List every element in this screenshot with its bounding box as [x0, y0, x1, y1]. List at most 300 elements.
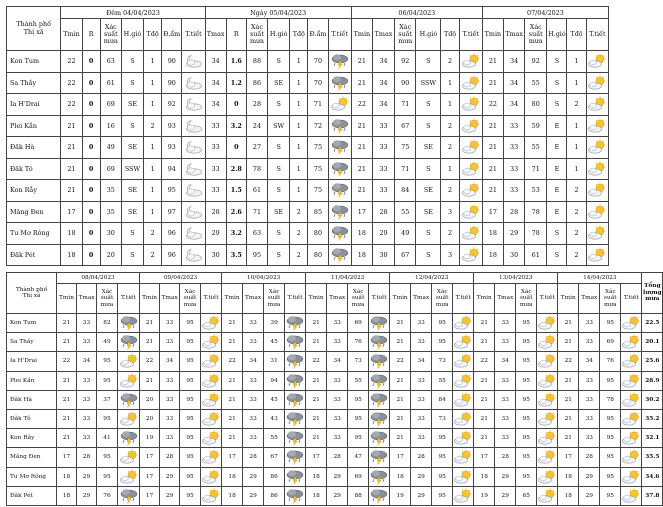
- weather-cloud-night-icon: [182, 115, 205, 137]
- forecast-value: 21: [390, 429, 411, 448]
- column-header: Tmin: [558, 284, 579, 314]
- forecast-value: 0: [82, 201, 100, 223]
- table-row: [7, 94, 609, 116]
- forecast-value: 33: [160, 390, 180, 409]
- forecast-value: 21: [61, 180, 82, 202]
- forecast-value: 0: [82, 72, 100, 94]
- date-header: 10/04/2023: [222, 273, 306, 284]
- column-header: Xác suất mưa: [100, 19, 121, 51]
- forecast-value: 45: [264, 333, 285, 352]
- forecast-value: 34: [579, 352, 600, 371]
- forecast-value: 21: [306, 333, 327, 352]
- column-header: Tmax: [243, 284, 264, 314]
- forecast-value: 78: [246, 158, 267, 180]
- weather-storm-icon: [328, 223, 351, 245]
- forecast-value: 78: [525, 201, 547, 223]
- forecast-value: 18: [390, 467, 411, 486]
- group-header: 06/04/2023: [351, 7, 482, 19]
- forecast-value: 17: [558, 448, 579, 467]
- forecast-value: SE: [121, 180, 143, 202]
- forecast-value: 92: [162, 94, 182, 116]
- date-header: 13/04/2023: [474, 273, 558, 284]
- forecast-value: S: [268, 223, 290, 245]
- weather-storm-icon: [118, 486, 140, 505]
- forecast-value: 21: [222, 390, 243, 409]
- column-header: Đ.ẩm: [162, 19, 182, 51]
- weather-storm-icon: [369, 352, 390, 371]
- weather-cloud-night-icon: [182, 244, 205, 266]
- forecast-value: 95: [180, 486, 201, 505]
- forecast-value: 17: [222, 448, 243, 467]
- city-name: Plei Kần: [7, 371, 57, 390]
- forecast-value: 1: [441, 72, 459, 94]
- forecast-value: 21: [351, 72, 372, 94]
- column-header: Xác suất mưa: [348, 284, 369, 314]
- weather-storm-icon: [118, 314, 140, 333]
- forecast-value: 21: [57, 333, 77, 352]
- forecast-value: 95: [180, 429, 201, 448]
- forecast-value: 1.2: [226, 72, 246, 94]
- city-name: Kon Tum: [7, 51, 61, 73]
- forecast-value: 28: [77, 448, 97, 467]
- forecast-value: 80: [308, 223, 328, 245]
- column-header: Tmax: [372, 19, 394, 51]
- forecast-value: 29: [243, 467, 264, 486]
- forecast-value: 69: [600, 333, 621, 352]
- forecast-value: 18: [306, 486, 327, 505]
- forecast-value: 30: [372, 244, 394, 266]
- forecast-value: 21: [306, 429, 327, 448]
- weather-sun-cloud-icon: [459, 51, 482, 73]
- forecast-value: 33: [327, 409, 348, 428]
- forecast-value: SE: [121, 94, 143, 116]
- table-row: [7, 158, 609, 180]
- forecast-value: 34: [504, 51, 525, 73]
- forecast-value: 21: [474, 390, 495, 409]
- weather-sun-cloud-icon: [537, 429, 558, 448]
- forecast-value: 33: [411, 409, 432, 428]
- forecast-value: 55: [264, 429, 285, 448]
- forecast-value: 0: [82, 244, 100, 266]
- forecast-value: 55: [432, 371, 453, 390]
- forecast-value: 33: [372, 115, 394, 137]
- forecast-value: 17: [306, 448, 327, 467]
- forecast-value: 21: [57, 314, 77, 333]
- forecast-value: 17: [351, 201, 372, 223]
- weather-sun-cloud-icon: [459, 180, 482, 202]
- weather-storm-icon: [328, 72, 351, 94]
- forecast-value: 96: [162, 223, 182, 245]
- forecast-value: 21: [57, 409, 77, 428]
- forecast-value: S: [268, 180, 290, 202]
- weather-sun-cloud-icon: [586, 223, 608, 245]
- forecast-value: 75: [308, 137, 328, 159]
- forecast-value: 2: [441, 223, 459, 245]
- weather-storm-icon: [369, 448, 390, 467]
- forecast-value: 33: [327, 333, 348, 352]
- forecast-value: 88: [348, 486, 369, 505]
- weather-sun-cloud-icon: [201, 352, 222, 371]
- total-rain-value: 20.1: [642, 333, 663, 352]
- forecast-value: 95: [180, 448, 201, 467]
- weather-sun-cloud-icon: [201, 409, 222, 428]
- weather-sun-cloud-icon: [459, 201, 482, 223]
- column-header: Tđộ: [290, 19, 308, 51]
- forecast-value: 95: [348, 429, 369, 448]
- forecast-value: 73: [348, 352, 369, 371]
- forecast-value: 95: [432, 467, 453, 486]
- forecast-value: 1: [290, 158, 308, 180]
- forecast-value: 34: [205, 94, 226, 116]
- column-header: Tđộ: [144, 19, 162, 51]
- weather-storm-icon: [118, 390, 140, 409]
- column-header: R: [226, 19, 246, 51]
- forecast-value: 95: [97, 352, 118, 371]
- column-header: T.tiết: [537, 284, 558, 314]
- city-name: Ia H'Drai: [7, 352, 57, 371]
- forecast-value: 21: [474, 429, 495, 448]
- weather-storm-icon: [118, 429, 140, 448]
- forecast-value: 33: [77, 333, 97, 352]
- forecast-value: 29: [495, 467, 516, 486]
- forecast-value: 33: [243, 333, 264, 352]
- column-header: T.tiết: [201, 284, 222, 314]
- weather-cloud-night-icon: [182, 72, 205, 94]
- weather-sun-cloud-icon: [459, 115, 482, 137]
- forecast-value: 33: [579, 371, 600, 390]
- forecast-value: S: [268, 244, 290, 266]
- table-row: [7, 371, 663, 390]
- column-header: Tmax: [327, 284, 348, 314]
- forecast-value: 34: [495, 352, 516, 371]
- weather-sun-cloud-icon: [586, 51, 608, 73]
- column-header: Tmin: [390, 284, 411, 314]
- weather-storm-icon: [369, 486, 390, 505]
- forecast-value: 28: [504, 201, 525, 223]
- total-rain-value: 34.6: [642, 467, 663, 486]
- forecast-value: 24: [246, 115, 267, 137]
- forecast-value: 96: [162, 244, 182, 266]
- forecast-value: S: [268, 158, 290, 180]
- forecast-value: 95: [600, 314, 621, 333]
- forecast-value: 63: [246, 223, 267, 245]
- weather-sun-cloud-icon: [118, 448, 140, 467]
- city-name: Sa Thầy: [7, 333, 57, 352]
- forecast-value: 1: [441, 94, 459, 116]
- forecast-value: 21: [222, 371, 243, 390]
- forecast-value: 22: [140, 352, 160, 371]
- forecast-value: 2: [567, 201, 586, 223]
- forecast-value: 29: [372, 223, 394, 245]
- forecast-value: 21: [222, 429, 243, 448]
- forecast-value: 31: [264, 352, 285, 371]
- forecast-value: 33: [243, 371, 264, 390]
- forecast-value: 93: [162, 137, 182, 159]
- column-header: Tmin: [140, 284, 160, 314]
- forecast-value: 29: [327, 486, 348, 505]
- forecast-value: 49: [395, 223, 416, 245]
- weather-storm-icon: [328, 201, 351, 223]
- weather-storm-icon: [285, 333, 306, 352]
- forecast-value: 69: [100, 158, 121, 180]
- forecast-value: 18: [474, 467, 495, 486]
- forecast-value: 86: [264, 467, 285, 486]
- forecast-value: 19: [474, 486, 495, 505]
- forecast-value: 33: [495, 333, 516, 352]
- forecast-value: 33: [160, 409, 180, 428]
- forecast-value: S: [547, 94, 567, 116]
- forecast-value: 18: [61, 223, 82, 245]
- forecast-value: 33: [77, 409, 97, 428]
- column-header: Tmin: [57, 284, 77, 314]
- weather-storm-icon: [328, 244, 351, 266]
- weather-sun-cloud-icon: [201, 448, 222, 467]
- weather-sun-cloud-icon: [586, 244, 608, 266]
- forecast-value: 21: [390, 314, 411, 333]
- forecast-value: 29: [411, 486, 432, 505]
- forecast-value: 55: [348, 371, 369, 390]
- forecast-value: SE: [416, 180, 441, 202]
- forecast-value: 1: [290, 51, 308, 73]
- weather-storm-icon: [328, 51, 351, 73]
- forecast-value: 21: [351, 115, 372, 137]
- city-name: Đăk Tô: [7, 409, 57, 428]
- forecast-value: 17: [474, 448, 495, 467]
- weather-sun-cloud-icon: [459, 94, 482, 116]
- column-header: T.tiết: [285, 284, 306, 314]
- forecast-value: 21: [474, 371, 495, 390]
- weather-cloud-night-icon: [182, 201, 205, 223]
- forecast-value: 95: [516, 448, 537, 467]
- forecast-value: 22: [390, 352, 411, 371]
- forecast-value: 20: [100, 244, 121, 266]
- city-name: Đăk Hà: [7, 137, 61, 159]
- column-header: Xác suất mưa: [525, 19, 547, 51]
- column-header: Tmin: [306, 284, 327, 314]
- city-name: Đăk Pét: [7, 244, 61, 266]
- forecast-value: 88: [246, 51, 267, 73]
- city-name: Tu Mơ Rông: [7, 223, 61, 245]
- forecast-value: 69: [348, 467, 369, 486]
- forecast-value: 29: [160, 486, 180, 505]
- forecast-value: 67: [395, 115, 416, 137]
- column-header: Xác suất mưa: [246, 19, 267, 51]
- total-rain-value: 25.6: [642, 352, 663, 371]
- forecast-value: 69: [348, 314, 369, 333]
- weather-sun-cloud-icon: [621, 448, 642, 467]
- forecast-value: S: [121, 51, 143, 73]
- forecast-value: SSW: [416, 72, 441, 94]
- forecast-value: 71: [395, 158, 416, 180]
- column-header: R: [82, 19, 100, 51]
- forecast-value: 41: [97, 429, 118, 448]
- total-rain-header: Tổng lượng mưa: [642, 273, 663, 314]
- city-header: Thành phố Thị xã: [7, 7, 61, 51]
- forecast-value: 21: [222, 409, 243, 428]
- forecast-value: 21: [351, 180, 372, 202]
- column-header: Xác suất mưa: [432, 284, 453, 314]
- forecast-value: 21: [482, 158, 503, 180]
- weather-storm-icon: [369, 409, 390, 428]
- forecast-value: 97: [162, 201, 182, 223]
- forecast-value: 22: [57, 352, 77, 371]
- forecast-value: 33: [205, 158, 226, 180]
- weather-sun-cloud-icon: [537, 467, 558, 486]
- forecast-value: 22: [482, 94, 503, 116]
- city-name: Măng Đen: [7, 201, 61, 223]
- forecast-value: 82: [97, 314, 118, 333]
- weather-storm-icon: [285, 371, 306, 390]
- weather-sun-cloud-icon: [453, 486, 474, 505]
- forecast-value: 71: [395, 94, 416, 116]
- weather-sun-cloud-icon: [586, 94, 608, 116]
- weather-sun-cloud-icon: [118, 371, 140, 390]
- forecast-value: 18: [222, 467, 243, 486]
- forecast-value: 33: [372, 180, 394, 202]
- forecast-value: S: [121, 244, 143, 266]
- forecast-value: 21: [482, 51, 503, 73]
- weather-cloud-night-icon: [182, 137, 205, 159]
- forecast-value: 55: [395, 201, 416, 223]
- forecast-value: 95: [432, 486, 453, 505]
- forecast-value: 1: [290, 72, 308, 94]
- column-header: Tmin: [351, 19, 372, 51]
- column-header: H.gió: [268, 19, 290, 51]
- forecast-value: 29: [411, 467, 432, 486]
- weather-storm-icon: [285, 486, 306, 505]
- forecast-value: S: [416, 115, 441, 137]
- forecast-value: 17: [57, 448, 77, 467]
- table-row: [7, 314, 663, 333]
- column-header: Tđộ: [567, 19, 586, 51]
- city-name: Đăk Hà: [7, 390, 57, 409]
- forecast-value: 45: [264, 390, 285, 409]
- forecast-value: 33: [411, 371, 432, 390]
- forecast-value: S: [416, 94, 441, 116]
- forecast-value: 0: [226, 94, 246, 116]
- forecast-value: 21: [351, 158, 372, 180]
- forecast-value: 21: [482, 180, 503, 202]
- forecast-value: 69: [100, 94, 121, 116]
- forecast-value: 61: [246, 180, 267, 202]
- weather-sun-cloud-icon: [586, 115, 608, 137]
- date-header: 08/04/2023: [57, 273, 140, 284]
- forecast-value: 75: [395, 137, 416, 159]
- column-header: T.tiết: [586, 19, 608, 51]
- forecast-value: 95: [516, 371, 537, 390]
- forecast-value: 30: [504, 244, 525, 266]
- forecast-value: 1: [290, 115, 308, 137]
- forecast-value: 92: [395, 51, 416, 73]
- forecast-value: 3.5: [226, 244, 246, 266]
- column-header: T.tiết: [453, 284, 474, 314]
- forecast-value: 21: [558, 314, 579, 333]
- forecast-value: 29: [579, 486, 600, 505]
- forecast-value: 1: [144, 201, 162, 223]
- forecast-value: 95: [432, 314, 453, 333]
- forecast-value: 34: [243, 352, 264, 371]
- forecast-value: 1: [290, 137, 308, 159]
- forecast-value: 29: [205, 223, 226, 245]
- forecast-value: 33: [243, 429, 264, 448]
- forecast-value: 21: [306, 371, 327, 390]
- date-header: 14/04/2023: [558, 273, 642, 284]
- forecast-value: 80: [308, 244, 328, 266]
- weather-sun-cloud-icon: [621, 409, 642, 428]
- forecast-value: 22: [474, 352, 495, 371]
- forecast-value: 18: [351, 223, 372, 245]
- forecast-value: 33: [243, 314, 264, 333]
- total-rain-value: 35.2: [642, 409, 663, 428]
- weather-sun-cloud-icon: [621, 390, 642, 409]
- weather-cloud-night-icon: [182, 51, 205, 73]
- forecast-value: 21: [61, 158, 82, 180]
- column-header: H.gió: [121, 19, 143, 51]
- weather-sun-cloud-icon: [621, 333, 642, 352]
- forecast-value: 1: [567, 51, 586, 73]
- forecast-value: 21: [222, 333, 243, 352]
- total-rain-value: 28.9: [642, 371, 663, 390]
- weather-storm-icon: [369, 390, 390, 409]
- forecast-value: S: [547, 72, 567, 94]
- table-row: [7, 390, 663, 409]
- forecast-value: S: [121, 223, 143, 245]
- forecast-value: SE: [121, 137, 143, 159]
- forecast-value: 75: [308, 158, 328, 180]
- forecast-value: 28: [160, 448, 180, 467]
- forecast-value: 21: [474, 409, 495, 428]
- forecast-value: 2: [441, 115, 459, 137]
- weather-sun-cloud-icon: [537, 409, 558, 428]
- weather-sun-cloud-icon: [201, 429, 222, 448]
- weather-sun-cloud-icon: [328, 94, 351, 116]
- forecast-value: 17: [390, 448, 411, 467]
- forecast-value: 21: [61, 115, 82, 137]
- forecast-value: 33: [77, 371, 97, 390]
- forecast-value: 86: [264, 486, 285, 505]
- forecast-value: 22: [61, 72, 82, 94]
- forecast-value: 33: [495, 429, 516, 448]
- city-name: Đăk Pét: [7, 486, 57, 505]
- forecast-value: 34: [77, 352, 97, 371]
- weather-sun-cloud-icon: [459, 223, 482, 245]
- forecast-value: 21: [558, 429, 579, 448]
- forecast-value: 2: [290, 244, 308, 266]
- forecast-value: 55: [525, 137, 547, 159]
- forecast-value: 21: [390, 371, 411, 390]
- forecast-value: 21: [61, 137, 82, 159]
- weather-sun-cloud-icon: [453, 371, 474, 390]
- forecast-value: 95: [600, 486, 621, 505]
- date-header: 09/04/2023: [140, 273, 222, 284]
- forecast-value: 29: [504, 223, 525, 245]
- forecast-value: 95: [180, 352, 201, 371]
- forecast-value: 95: [516, 390, 537, 409]
- weather-storm-icon: [285, 467, 306, 486]
- forecast-value: 2.8: [226, 158, 246, 180]
- weather-sun-cloud-icon: [621, 429, 642, 448]
- forecast-value: 95: [97, 409, 118, 428]
- forecast-value: 1: [144, 180, 162, 202]
- forecast-value: 28: [205, 201, 226, 223]
- forecast-value: 18: [61, 244, 82, 266]
- forecast-value: 19: [140, 429, 160, 448]
- forecast-value: 0: [82, 158, 100, 180]
- column-header: Đ.ẩm: [308, 19, 328, 51]
- forecast-value: 94: [264, 371, 285, 390]
- weather-storm-icon: [369, 371, 390, 390]
- forecast-value: 21: [558, 390, 579, 409]
